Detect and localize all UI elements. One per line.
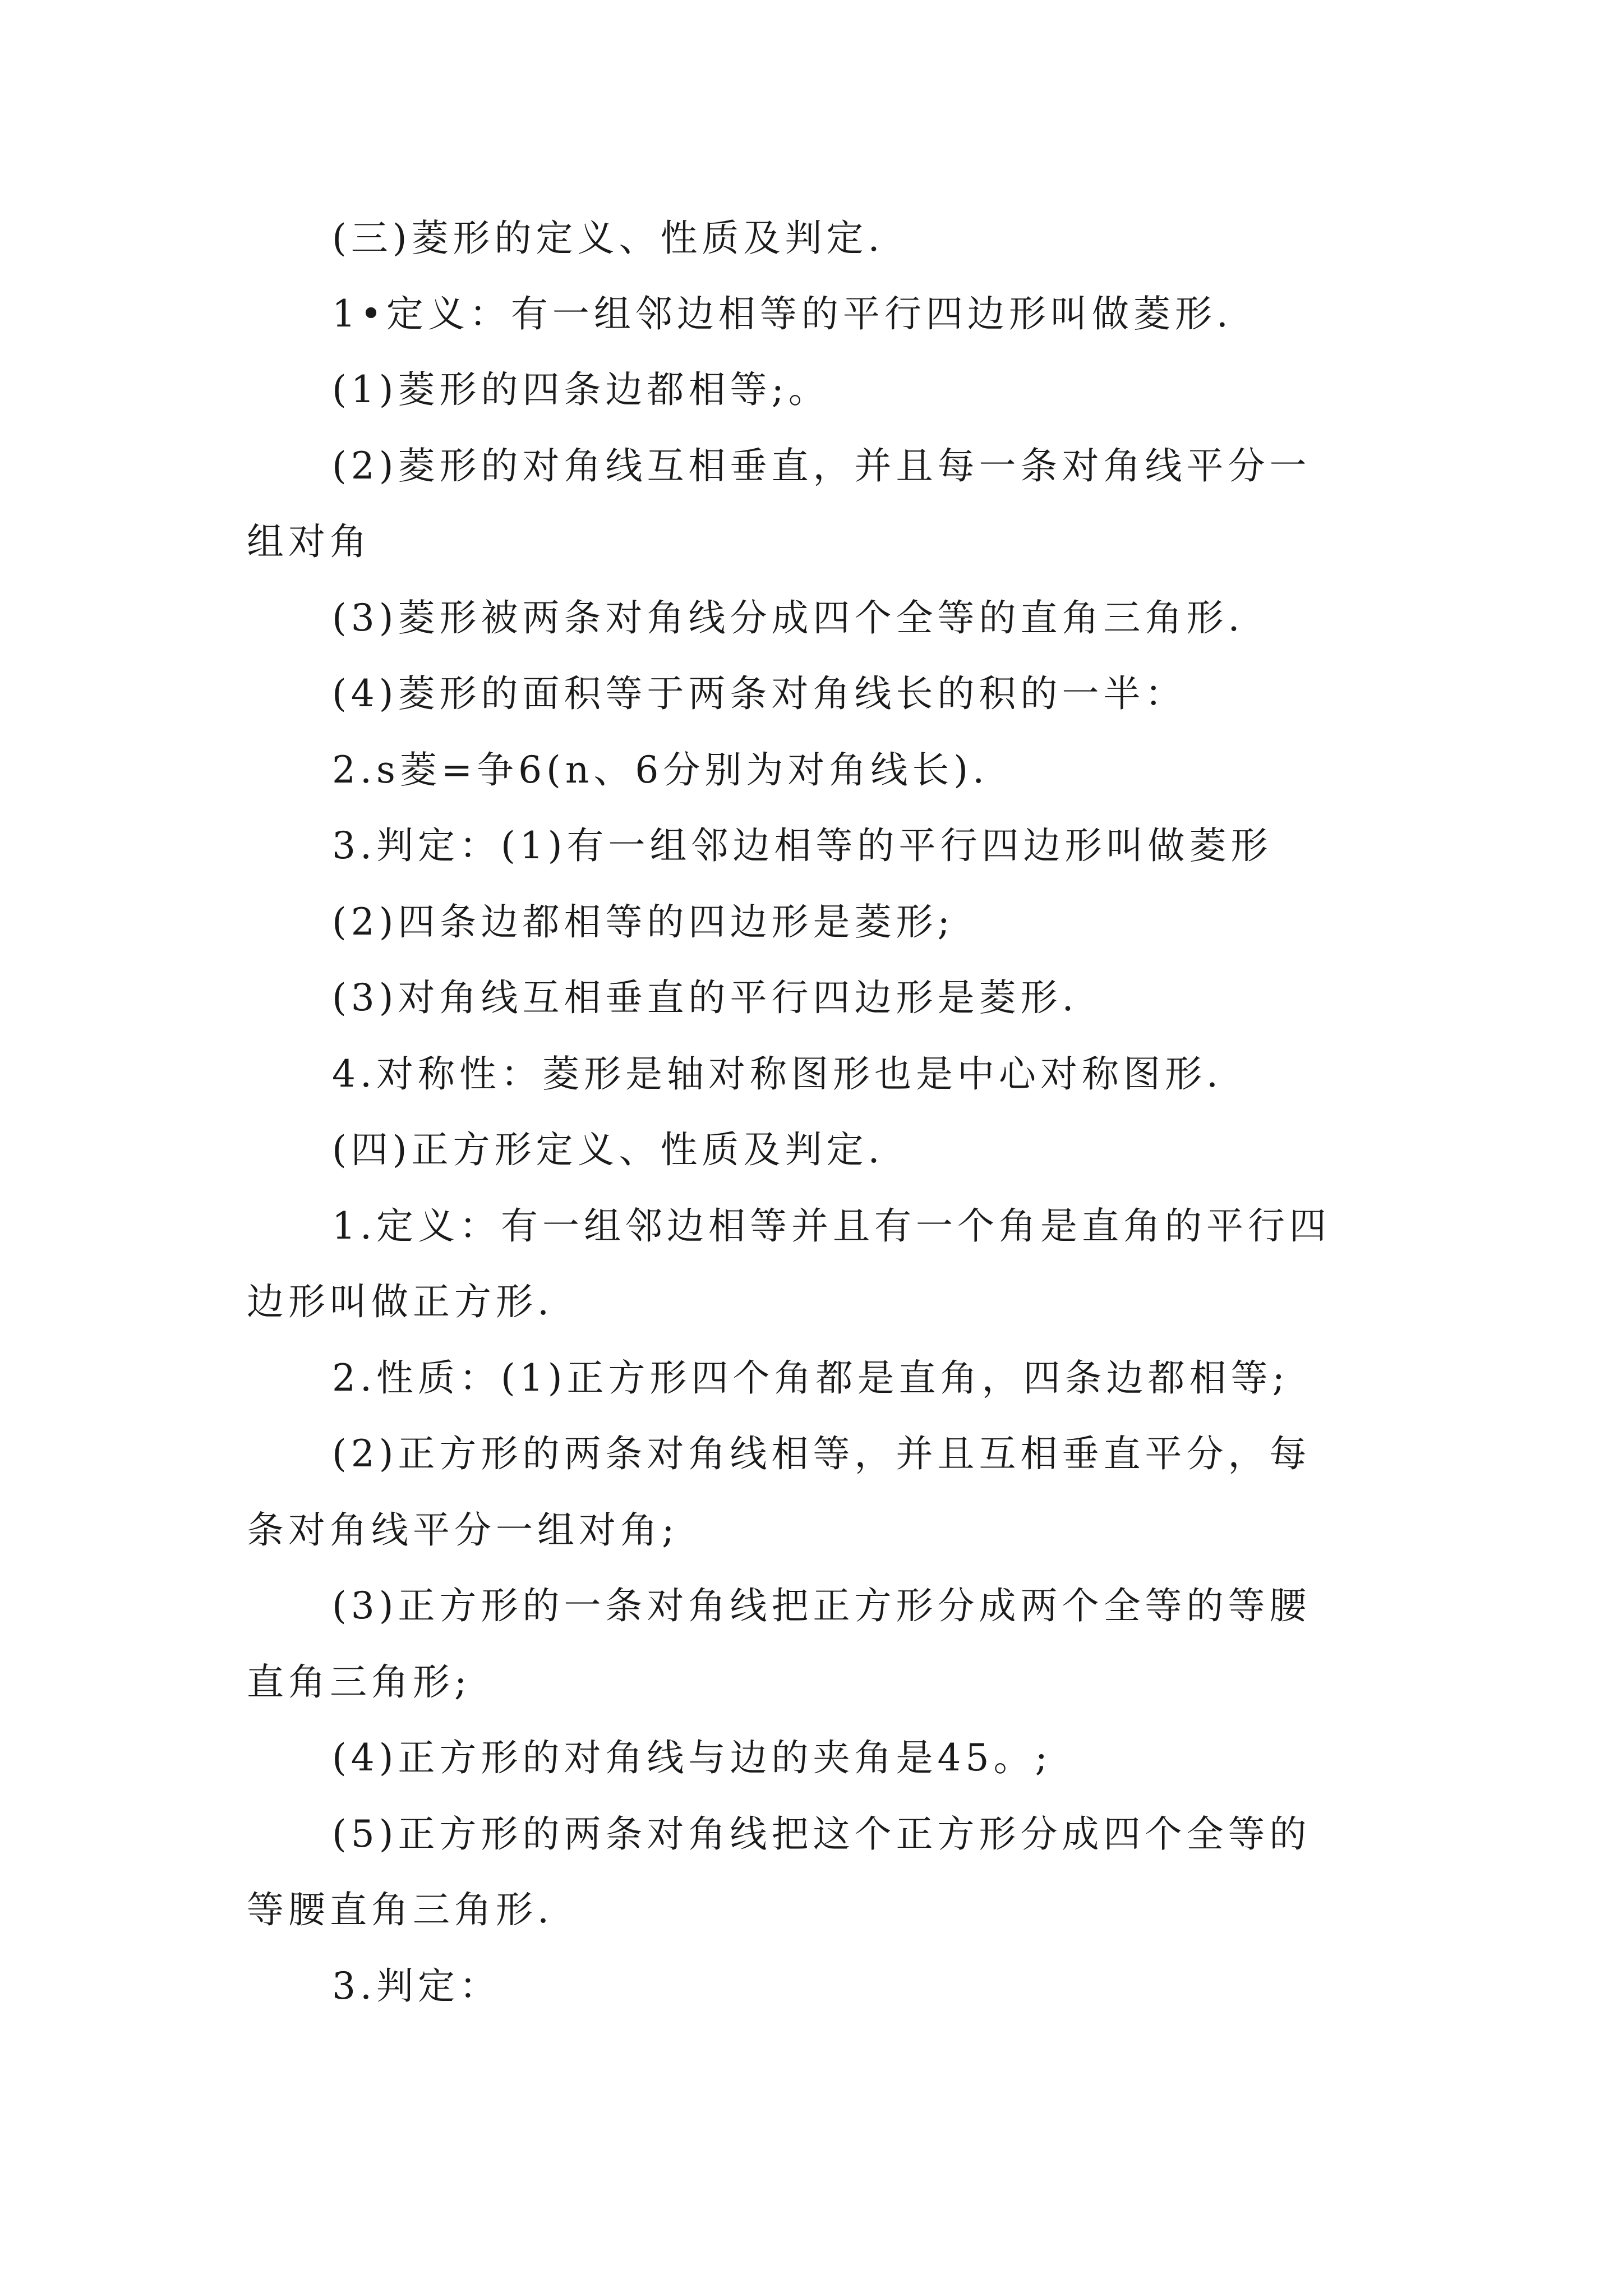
rhombus-definition: 1•定义：有一组邻边相等的平行四边形叫做菱形. [332, 292, 1233, 335]
square-property-5: (5)正方形的两条对角线把这个正方形分成四个全等的 [332, 1812, 1311, 1856]
square-definition-continued: 边形叫做正方形. [247, 1280, 554, 1323]
rhombus-criterion-1: 3.判定：(1)有一组邻边相等的平行四边形叫做菱形 [332, 824, 1272, 867]
rhombus-property-1: (1)菱形的四条边都相等;。 [332, 368, 830, 411]
rhombus-symmetry: 4.对称性：菱形是轴对称图形也是中心对称图形. [332, 1052, 1223, 1096]
square-criteria-heading: 3.判定： [332, 1964, 501, 2008]
section-heading-square: (四)正方形定义、性质及判定. [332, 1128, 884, 1171]
rhombus-property-4: (4)菱形的面积等于两条对角线长的积的一半： [332, 672, 1187, 715]
square-property-2-continued: 条对角线平分一组对角; [247, 1508, 679, 1552]
square-definition: 1.定义：有一组邻边相等并且有一个角是直角的平行四 [332, 1204, 1331, 1248]
rhombus-criterion-3: (3)对角线互相垂直的平行四边形是菱形. [332, 976, 1078, 1019]
square-property-3-continued: 直角三角形; [247, 1660, 472, 1704]
square-property-4: (4)正方形的对角线与边的夹角是45。; [332, 1736, 1052, 1779]
rhombus-area-formula: 2.s菱=争6(n、6分别为对角线长). [332, 748, 989, 792]
rhombus-criterion-2: (2)四条边都相等的四边形是菱形; [332, 900, 955, 944]
rhombus-property-2: (2)菱形的对角线互相垂直，并且每一条对角线平分一 [332, 444, 1311, 487]
rhombus-property-2-continued: 组对角 [247, 520, 371, 563]
rhombus-property-3: (3)菱形被两条对角线分成四个全等的直角三角形. [332, 596, 1244, 639]
square-property-3: (3)正方形的一条对角线把正方形分成两个全等的等腰 [332, 1584, 1311, 1627]
square-property-5-continued: 等腰直角三角形. [247, 1888, 554, 1931]
section-heading-rhombus: (三)菱形的定义、性质及判定. [332, 217, 884, 260]
square-property-2: (2)正方形的两条对角线相等，并且互相垂直平分，每 [332, 1432, 1311, 1475]
square-property-1: 2.性质：(1)正方形四个角都是直角，四条边都相等; [332, 1356, 1289, 1400]
